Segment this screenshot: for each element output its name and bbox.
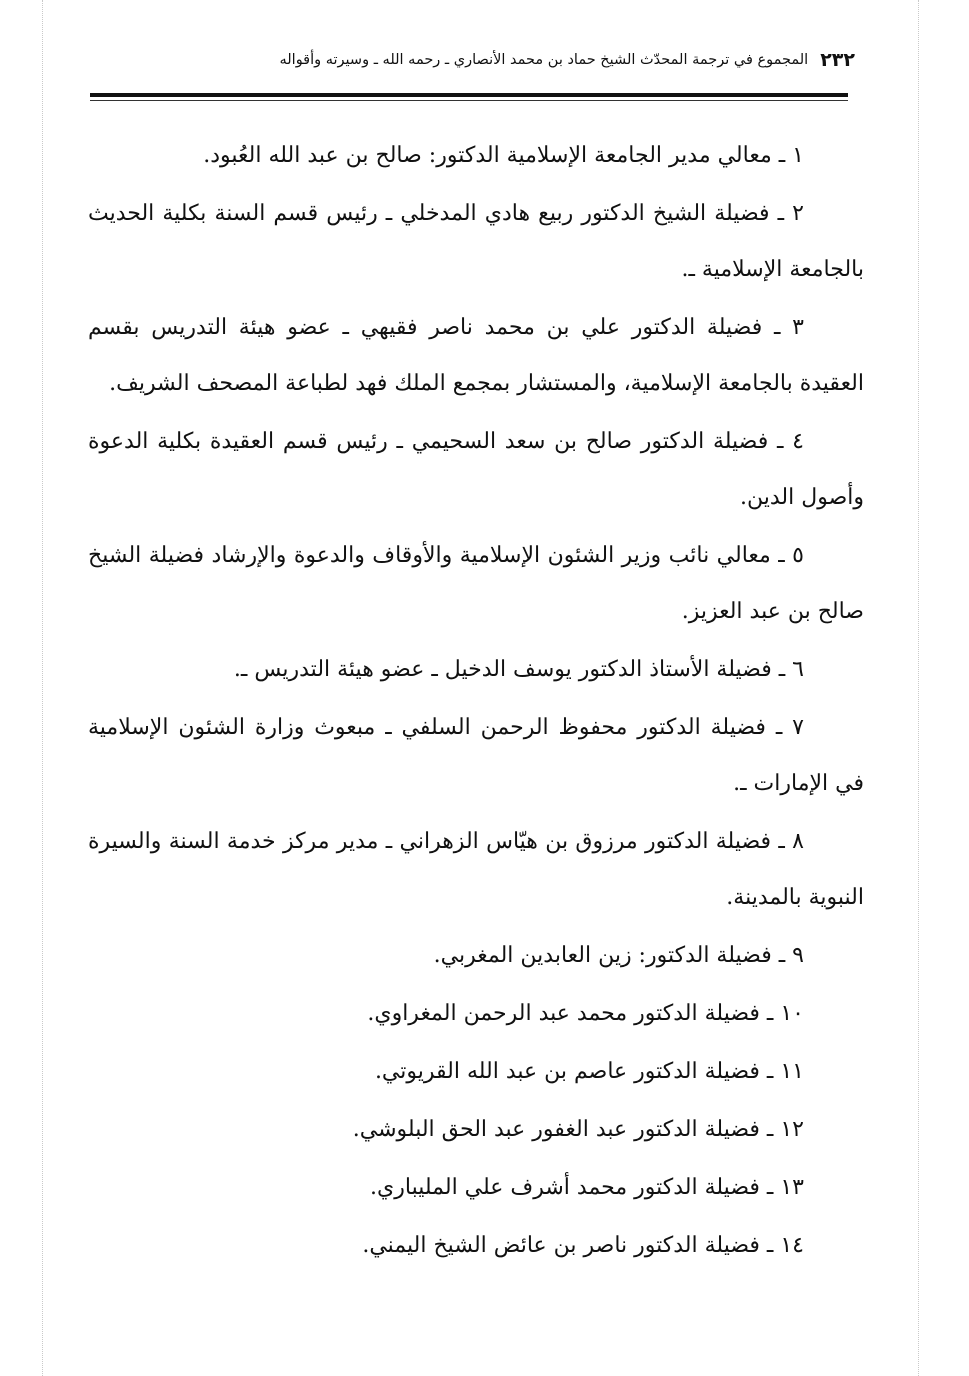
list-item: ٩ ـ فضيلة الدكتور: زين العابدين المغربي. (433, 943, 804, 968)
list-item: ٥ ـ معالي نائب وزير الشئون الإسلامية والأوقاف والدعوة والإرشاد فضيلة الشيخ صالح بن عبد العزيز. (88, 543, 864, 624)
page-number: ٢٣٢ (820, 49, 855, 71)
list-item: ٢ ـ فضيلة الشيخ الدكتور ربيع هادي المدخلي ـ رئيس قسم السنة بكلية الحديث بالجامعة الإسلامية ـ. (88, 201, 864, 282)
header-rule-thin (90, 100, 848, 101)
list-item: ٤ ـ فضيلة الدكتور صالح بن سعد السحيمي ـ رئيس قسم العقيدة بكلية الدعوة وأصول الدين. (88, 429, 864, 510)
list-item: ١٠ ـ فضيلة الدكتور محمد عبد الرحمن المغراوي. (367, 1001, 804, 1026)
list-item: ١٤ ـ فضيلة الدكتور ناصر بن عائض الشيخ اليمني. (362, 1233, 804, 1258)
list-item: ١٣ ـ فضيلة الدكتور محمد أشرف علي المليباري. (370, 1175, 804, 1200)
list-item: ٨ ـ فضيلة الدكتور مرزوق بن هيّاس الزهراني ـ مدير مركز خدمة السنة والسيرة النبوية بالمدينة. (88, 829, 864, 910)
list-item: ١١ ـ فضيلة الدكتور عاصم بن عبد الله القريوتي. (374, 1059, 804, 1084)
running-header (90, 40, 855, 80)
list-item: ١ ـ معالي مدير الجامعة الإسلامية الدكتور: صالح بن عبد الله العُبود. (203, 143, 804, 168)
scan-margin-line (918, 0, 919, 1376)
list-item: ٦ ـ فضيلة الأستاذ الدكتور يوسف الدخيل ـ عضو هيئة التدريس ـ. (233, 657, 804, 682)
list-item: ١٢ ـ فضيلة الدكتور عبد الغفور عبد الحق البلوشي. (352, 1117, 804, 1142)
scan-margin-line (42, 0, 43, 1376)
list-item: ٧ ـ فضيلة الدكتور محفوظ الرحمن السلفي ـ مبعوث وزارة الشئون الإسلامية في الإمارات ـ. (88, 715, 864, 796)
running-title: المجموع في ترجمة المحدّث الشيخ حماد بن محمد الأنصاري ـ رحمه الله ـ وسيرته وأقواله (279, 52, 809, 68)
list-item: ٣ ـ فضيلة الدكتور علي بن محمد ناصر فقيهي ـ عضو هيئة التدريس بقسم العقيدة بالجامعة الإسلامية، والمستشار بمجمع الملك فهد لطباعة المصحف الشريف. (88, 315, 864, 396)
header-rule-thick (90, 93, 848, 97)
list-body (88, 128, 864, 1276)
